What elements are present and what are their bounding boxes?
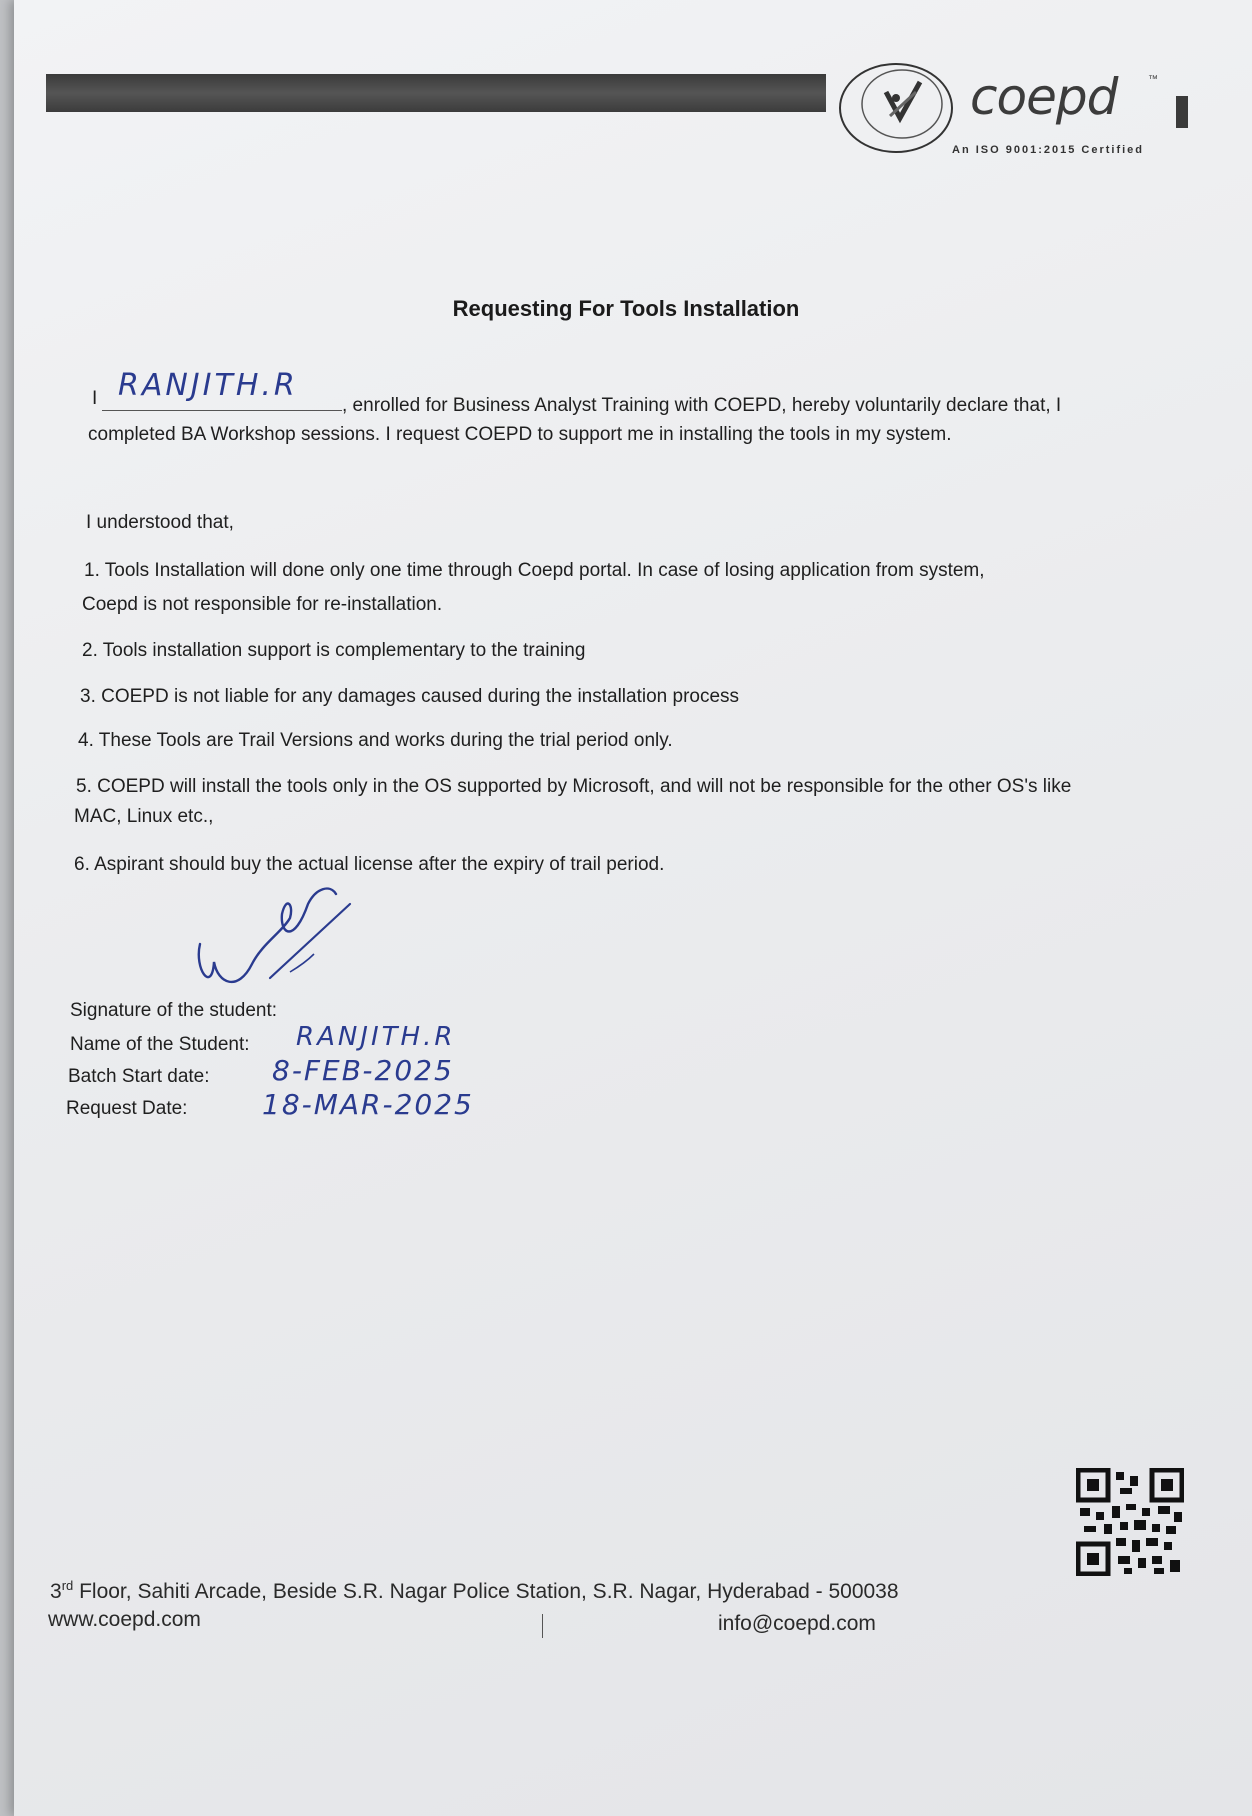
brand-block	[1176, 96, 1188, 128]
understood-heading: I understood that,	[86, 512, 234, 533]
term-item: 1. Tools Installation will done only one time through Coepd portal. In case of losing application from system,	[84, 560, 985, 581]
footer-website[interactable]: www.coepd.com	[48, 1608, 201, 1631]
request-date-value: 18-MAR-2025	[262, 1088, 474, 1121]
trademark-symbol: ™	[1148, 74, 1158, 85]
term-item: Coepd is not responsible for re-installation.	[82, 594, 443, 615]
batch-start-value: 8-FEB-2025	[272, 1054, 454, 1087]
term-item: 6. Aspirant should buy the actual license after the expiry of trail period.	[74, 854, 665, 875]
term-item: 2. Tools installation support is complementary to the training	[82, 640, 586, 661]
batch-start-label: Batch Start date:	[68, 1066, 210, 1087]
coepd-logo	[836, 52, 1206, 162]
student-name-handwritten: RANJITH.R	[118, 368, 298, 403]
student-name-label: Name of the Student:	[70, 1034, 250, 1055]
term-item: 3. COEPD is not liable for any damages caused during the installation process	[80, 686, 740, 707]
footer-address	[50, 1578, 899, 1604]
intro-line-1: , enrolled for Business Analyst Training with COEPD, hereby voluntarily declare that, I	[342, 395, 1062, 416]
intro-prefix: I	[92, 388, 98, 409]
address-rest: Floor, Sahiti Arcade, Beside S.R. Nagar Police Station, S.R. Nagar, Hyderabad - 500038	[73, 1580, 899, 1603]
certification-seal-icon	[836, 58, 956, 158]
request-date-label: Request Date:	[66, 1098, 188, 1119]
header-bar	[46, 74, 826, 112]
signature-label: Signature of the student:	[70, 1000, 278, 1021]
name-underline	[102, 410, 342, 411]
footer-email[interactable]: info@coepd.com	[718, 1612, 876, 1635]
qr-code-icon	[1076, 1468, 1184, 1576]
footer-divider	[542, 1614, 543, 1638]
address-floor: 3	[50, 1580, 62, 1603]
document-title: Requesting For Tools Installation	[452, 296, 800, 321]
iso-certification: An ISO 9001:2015 Certified	[952, 144, 1145, 156]
brand-name: coepd	[970, 68, 1118, 126]
term-item: 4. These Tools are Trail Versions and works during the trial period only.	[78, 730, 673, 751]
term-item: MAC, Linux etc.,	[74, 806, 214, 827]
term-item: 5. COEPD will install the tools only in the OS supported by Microsoft, and will not be responsible for the other OS's like	[76, 776, 1072, 797]
student-signature	[190, 874, 370, 1004]
student-name-value: RANJITH.R	[296, 1022, 456, 1052]
intro-line-2: completed BA Workshop sessions. I request COEPD to support me in installing the tools in my system.	[88, 424, 952, 445]
address-floor-suffix: rd	[61, 1578, 74, 1593]
